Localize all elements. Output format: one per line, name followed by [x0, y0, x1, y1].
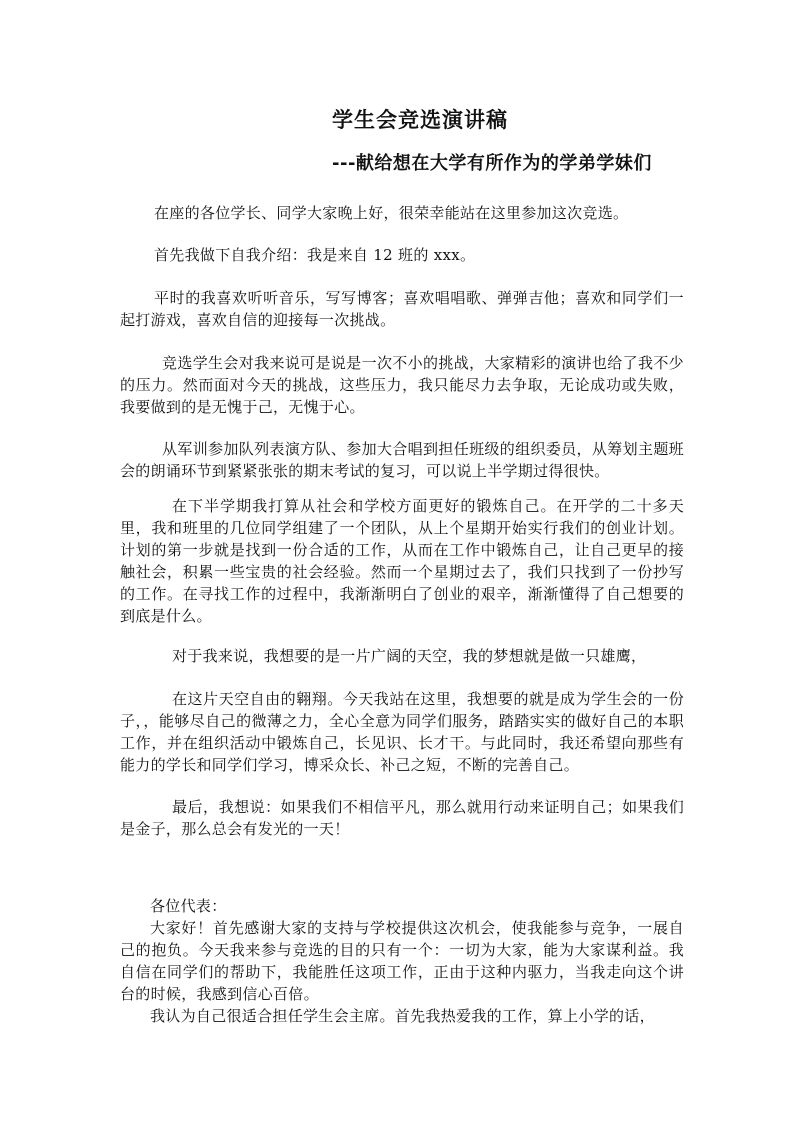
paragraph-challenge: 竞选学生会对我来说可是说是一次不小的挑战，大家精彩的演讲也给了我不少的压力。然而面对今天的挑战，这些压力，我只能尽力去争取，无论成功或失败，我要做到的是无愧于己，无愧于心。: [120, 354, 684, 416]
section2-paragraph: 大家好！首先感谢大家的支持与学校提供这次机会，使我能参与竞争，一展自己的抱负。今天我来参与竞选的目的只有一个：一切为大家，能为大家谋利益。我自信在同学们的帮助下，我能胜任这项工作，正由于这种内驱力，当我走向这个讲台的时候，我感到信心百倍。: [120, 919, 684, 1003]
document-subtitle: ---献给想在大学有所作为的学弟学妹们: [332, 153, 652, 174]
paragraph-second-semester: 在下半学期我打算从社会和学校方面更好的锻炼自己。在开学的二十多天里，我和班里的几位同学组建了一个团队，从上个星期开始实行我们的创业计划。计划的第一步就是找到一份合适的工作，从而在工作中锻炼自己，让自己更早的接触社会，积累一些宝贵的社会经验。然而一个星期过去了，我们只找到了一份抄写的工作。在寻找工作的过程中，我渐渐明白了创业的艰辛，渐渐懂得了自己想要的到底是什么。: [120, 497, 684, 625]
paragraph-greeting: 在座的各位学长、同学大家晚上好，很荣幸能站在这里参加这次竞选。: [154, 204, 629, 222]
paragraph-hobbies: 平时的我喜欢听听音乐，写写博客；喜欢唱唱歌、弹弹吉他；喜欢和同学们一起打游戏，喜欢自信的迎接每一次挑战。: [120, 289, 684, 329]
document-title: 学生会竞选演讲稿: [332, 108, 508, 132]
paragraph-closing: 最后，我想说：如果我们不相信平凡，那么就用行动来证明自己；如果我们是金子，那么总会有发光的一天！: [120, 798, 684, 838]
section2-paragraph: 我认为自己很适合担任学生会主席。首先我热爱我的工作，算上小学的话，: [150, 1007, 655, 1025]
paragraph-first-semester: 从军训参加队列表演方队、参加大合唱到担任班级的组织委员，从筹划主题班会的朗诵环节到紧紧张张的期末考试的复习，可以说上半学期过得很快。: [120, 440, 684, 480]
paragraph-dream: 对于我来说，我想要的是一片广阔的天空，我的梦想就是做一只雄鹰，: [172, 647, 647, 665]
section2-greeting: 各位代表：: [150, 897, 227, 915]
paragraph-self-intro: 首先我做下自我介绍：我是来自 12 班的 xxx。: [154, 246, 476, 264]
paragraph-sky: 在这片天空自由的翱翔。今天我站在这里，我想要的就是成为学生会的一份子，，能够尽自己的微薄之力，全心全意为同学们服务，踏踏实实的做好自己的本职工作，并在组织活动中锻炼自己，长见识、长才干。与此同时，我还希望向那些有能力的学长和同学们学习，博采众长、补己之短，不断的完善自己。: [120, 690, 684, 774]
